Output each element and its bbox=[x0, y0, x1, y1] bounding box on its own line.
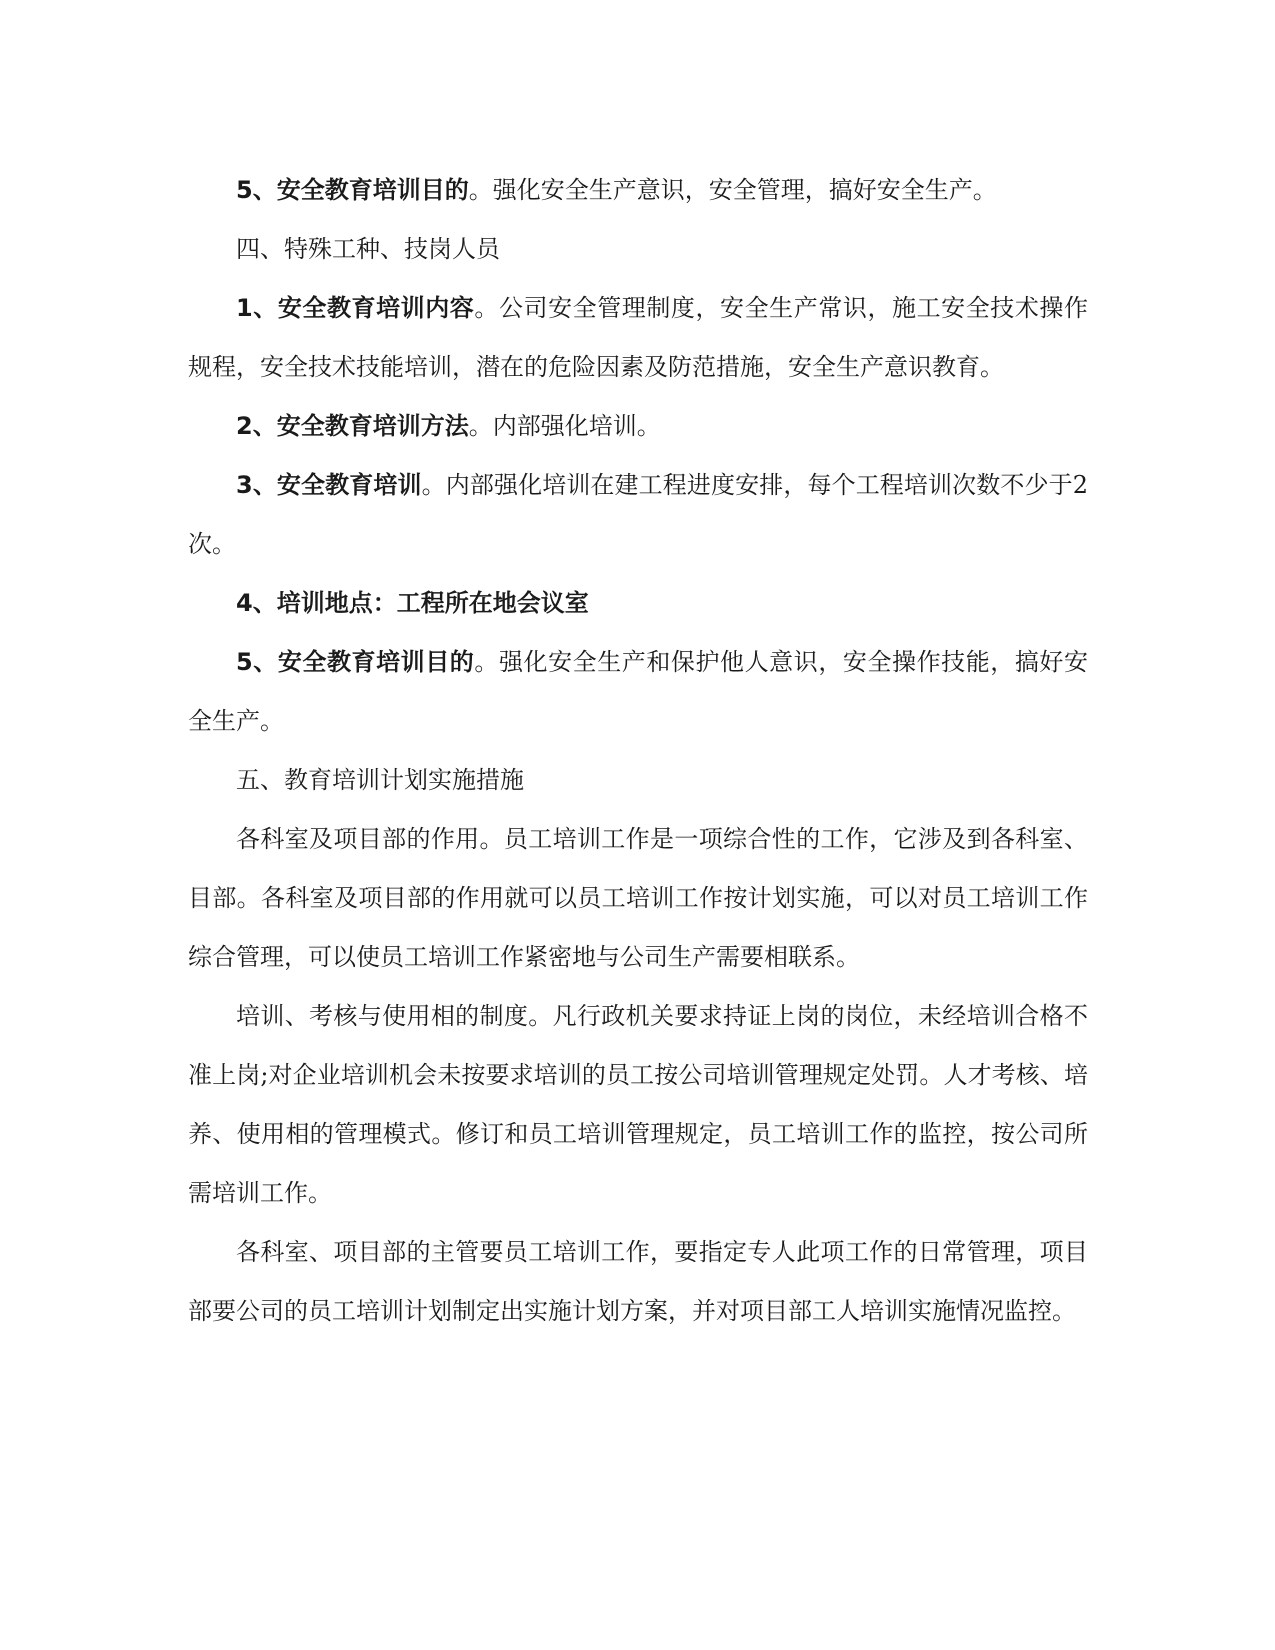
paragraph-text: 各科室及项目部的作用。员工培训工作是一项综合性的工作，它涉及到各科室、目部。各科室及项目部的作用就可以员工培训工作按计划实施，可以对员工培训工作综合管理，可以使员工培训工作紧密地与公司生产需要相联系。 bbox=[188, 825, 1088, 971]
paragraph-location bbox=[188, 574, 1088, 633]
paragraph-heading: 5、安全教育培训目的 bbox=[236, 648, 475, 676]
paragraph-heading: 4、培训地点：工程所在地会议室 bbox=[236, 589, 589, 617]
document-body bbox=[188, 161, 1088, 1341]
paragraph-assessment bbox=[188, 987, 1088, 1223]
paragraph-goal-1 bbox=[188, 161, 1088, 220]
section-heading-measures bbox=[188, 751, 1088, 810]
paragraph-training bbox=[188, 456, 1088, 574]
paragraph-heading: 2、安全教育培训方法 bbox=[236, 412, 469, 440]
paragraph-content bbox=[188, 279, 1088, 397]
paragraph-text: 四、特殊工种、技岗人员 bbox=[236, 235, 500, 263]
paragraph-heading: 1、安全教育培训内容 bbox=[236, 294, 475, 322]
paragraph-text: 。强化安全生产意识，安全管理，搞好安全生产。 bbox=[468, 176, 997, 204]
paragraph-supervisors bbox=[188, 1223, 1088, 1341]
paragraph-text: 。内部强化培训。 bbox=[468, 412, 661, 440]
paragraph-goal-2 bbox=[188, 633, 1088, 751]
paragraph-heading: 3、安全教育培训 bbox=[236, 471, 422, 499]
paragraph-text: 培训、考核与使用相的制度。凡行政机关要求持证上岗的岗位，未经培训合格不准上岗;对企业培训机会未按要求培训的员工按公司培训管理规定处罚。人才考核、培养、使用相的管理模式。修订和员工培训管理规定，员工培训工作的监控，按公司所需培训工作。 bbox=[188, 1002, 1088, 1207]
paragraph-text: 各科室、项目部的主管要员工培训工作，要指定专人此项工作的日常管理，项目部要公司的员工培训计划制定出实施计划方案，并对项目部工人培训实施情况监控。 bbox=[188, 1238, 1088, 1325]
paragraph-text: 。公司安全管理制度，安全生产常识，施工安全技术操作规程，安全技术技能培训，潜在的危险因素及防范措施，安全生产意识教育。 bbox=[188, 294, 1088, 381]
paragraph-departments bbox=[188, 810, 1088, 987]
section-heading-special-workers bbox=[188, 220, 1088, 279]
paragraph-text: 。强化安全生产和保护他人意识，安全操作技能，搞好安全生产。 bbox=[188, 648, 1088, 735]
paragraph-text: 五、教育培训计划实施措施 bbox=[236, 766, 524, 794]
paragraph-heading: 5、安全教育培训目的 bbox=[236, 176, 469, 204]
paragraph-text: 。内部强化培训在建工程进度安排，每个工程培训次数不少于2次。 bbox=[188, 471, 1088, 558]
paragraph-method bbox=[188, 397, 1088, 456]
